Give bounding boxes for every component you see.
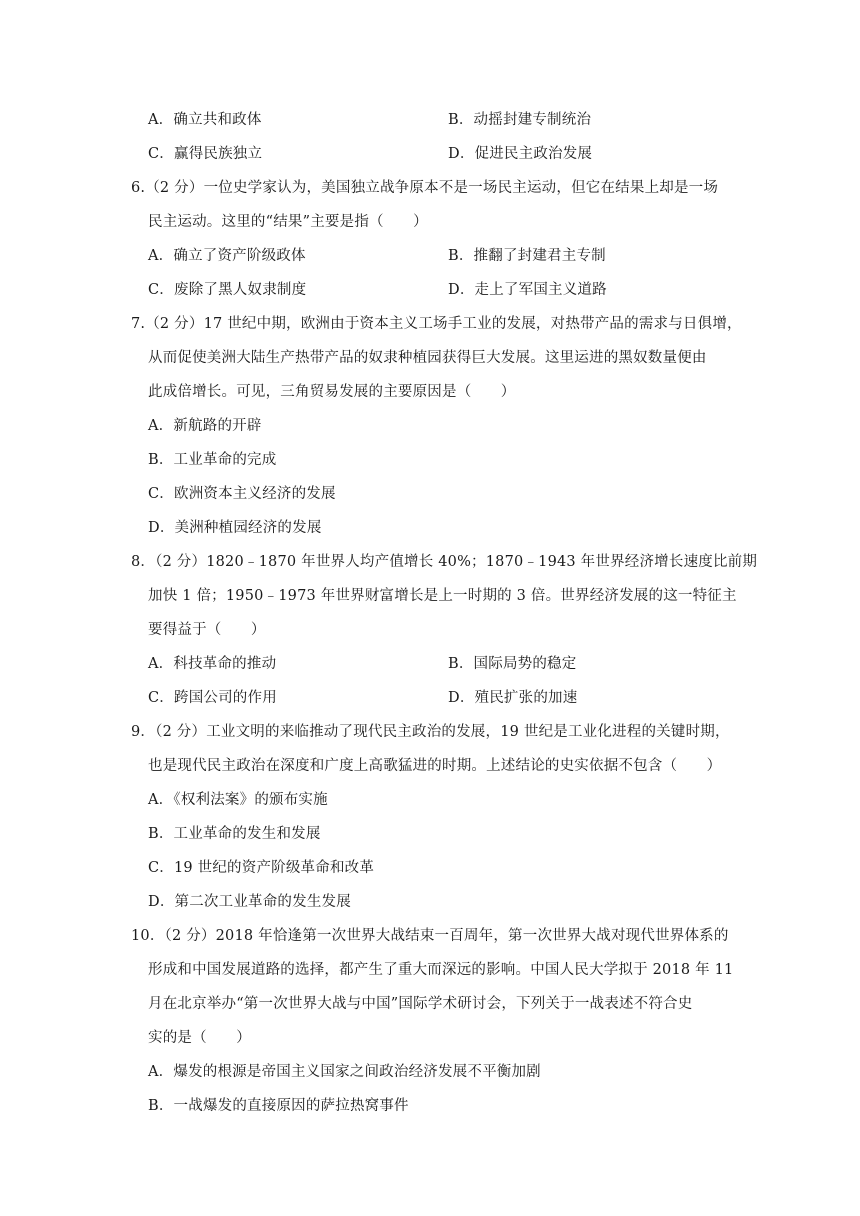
q5-option-d: D．促进民主政治发展: [448, 146, 593, 162]
q6-option-b: B．推翻了封建君主专制: [448, 248, 606, 264]
q10-stem-line-2: 形成和中国发展道路的选择，都产生了重大而深远的影响。中国人民大学拟于 2018 年 11: [148, 962, 734, 978]
q8-option-c: C．跨国公司的作用: [148, 690, 277, 706]
q6-option-c: C．废除了黑人奴隶制度: [148, 282, 307, 298]
q9-option-a: A．《权利法案》的颁布实施: [148, 792, 328, 808]
q7-option-a: A．新航路的开辟: [148, 418, 262, 434]
q8-stem-line-3: 要得益于（ ）: [148, 622, 266, 638]
q8-option-a: A．科技革命的推动: [148, 656, 277, 672]
q7-option-c: C．欧洲资本主义经济的发展: [148, 486, 336, 502]
q8-stem-line-1: 8．（2 分）1820﹣1870 年世界人均产值增长 40%；1870﹣1943 年世界经济增长速度比前期: [131, 554, 758, 570]
q5-option-c: C．赢得民族独立: [148, 146, 263, 162]
q8-stem-line-2: 加快 1 倍；1950﹣1973 年世界财富增长是上一时期的 3 倍。世界经济发展的这一特征主: [148, 588, 737, 604]
q5-option-b: B．动摇封建专制统治: [448, 112, 592, 128]
q10-option-b: B．一战爆发的直接原因的萨拉热窝事件: [148, 1098, 409, 1114]
q7-stem-line-1: 7.（2 分）17 世纪中期，欧洲由于资本主义工场手工业的发展，对热带产品的需求与日俱增，: [131, 316, 742, 332]
q9-stem-line-1: 9．（2 分）工业文明的来临推动了现代民主政治的发展，19 世纪是工业化进程的关键时期，: [131, 724, 730, 740]
q9-option-b: B．工业革命的发生和发展: [148, 826, 321, 842]
q6-stem-line-1: 6.（2 分）一位史学家认为，美国独立战争原本不是一场民主运动，但它在结果上却是一场: [131, 180, 719, 196]
q6-stem-line-2: 民主运动。这里的“结果”主要是指（ ）: [148, 214, 428, 230]
q5-option-a: A．确立共和政体: [148, 112, 262, 128]
q10-stem-line-1: 10．（2 分）2018 年恰逢第一次世界大战结束一百周年，第一次世界大战对现代世界体系的: [131, 928, 729, 944]
q10-stem-line-3: 月在北京举办“第一次世界大战与中国”国际学术研讨会，下列关于一战表述不符合史: [148, 996, 693, 1012]
q6-option-a: A．确立了资产阶级政体: [148, 248, 306, 264]
q7-option-d: D．美洲种植园经济的发展: [148, 520, 322, 536]
q7-stem-line-2: 从而促使美洲大陆生产热带产品的奴隶种植园获得巨大发展。这里运进的黑奴数量便由: [148, 350, 707, 366]
q7-stem-line-3: 此成倍增长。可见，三角贸易发展的主要原因是（ ）: [148, 384, 516, 400]
q9-option-d: D．第二次工业革命的发生发展: [148, 894, 351, 910]
q7-option-b: B．工业革命的完成: [148, 452, 277, 468]
q6-option-d: D．走上了军国主义道路: [448, 282, 607, 298]
q9-stem-line-2: 也是现代民主政治在深度和广度上高歌猛进的时期。上述结论的史实依据不包含（ ）: [148, 758, 722, 774]
q8-option-d: D．殖民扩张的加速: [448, 690, 578, 706]
q10-option-a: A．爆发的根源是帝国主义国家之间政治经济发展不平衡加剧: [148, 1064, 541, 1080]
q10-stem-line-4: 实的是（ ）: [148, 1030, 251, 1046]
q8-option-b: B．国际局势的稳定: [448, 656, 577, 672]
q9-option-c: C．19 世纪的资产阶级革命和改革: [148, 860, 375, 876]
